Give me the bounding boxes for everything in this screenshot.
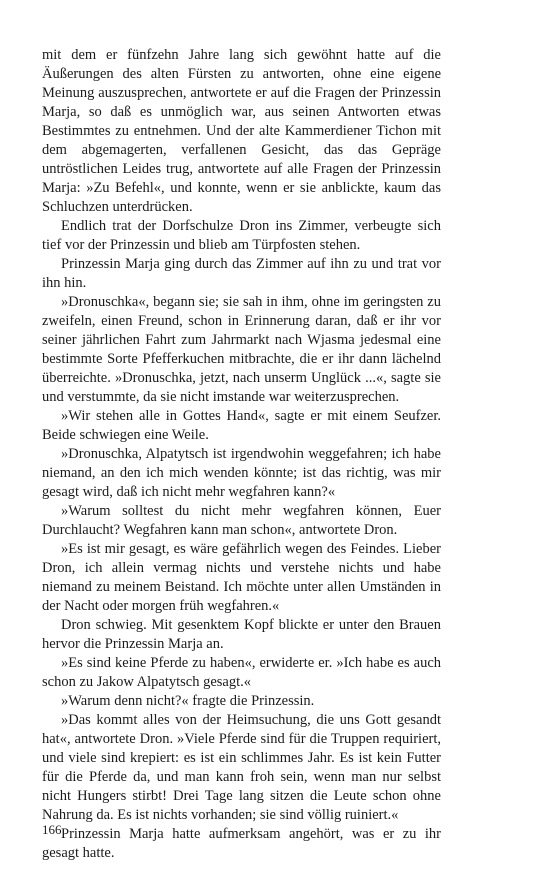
page-number: 166 (42, 822, 62, 837)
paragraph: »Es ist mir gesagt, es wäre gefährlich wegen des Feindes. Lieber Dron, ich allein vermag nichts und verstehe nichts und habe niemand zu meinem Beistand. Ich möchte unter allen Umständen in der Nacht oder morgen früh wegfahren.« (42, 541, 441, 614)
paragraph: »Warum denn nicht?« fragte die Prinzessin. (61, 693, 315, 709)
paragraph: Prinzessin Marja ging durch das Zimmer auf ihn zu und trat vor ihn hin. (42, 256, 441, 291)
paragraph: »Es sind keine Pferde zu haben«, erwiderte er. »Ich habe es auch schon zu Jakow Alpatytsch gesagt.« (42, 655, 441, 690)
paragraph: »Dronuschka, Alpatytsch ist irgendwohin weggefahren; ich habe niemand, an den ich mich wenden könnte; ist das richtig, was mir gesagt wird, daß ich nicht mehr wegfahren kann?« (42, 446, 441, 500)
paragraph: »Dronuschka«, begann sie; sie sah in ihm, ohne im geringsten zu zweifeln, einen Freund, schon in Erinnerung daran, daß er ihr vor seiner jährlichen Fahrt zum Jahrmarkt nach Wjasma jedesmal eine bestimmte Sorte Pfefferkuchen mitbrachte, die er ihr dann lächelnd überreichte. »Dronuschka, jetzt, nach unserm Unglück ...«, sagte sie und verstummte, da sie nicht imstande war weiterzusprechen. (42, 294, 441, 405)
paragraph: Dron schwieg. Mit gesenktem Kopf blickte er unter den Brauen hervor die Prinzessin Marja an. (42, 617, 441, 652)
paragraph: Prinzessin Marja hatte aufmerksam angehört, was er zu ihr gesagt hatte. (42, 826, 441, 861)
paragraph: »Wir stehen alle in Gottes Hand«, sagte er mit einem Seufzer. Beide schwiegen eine Weile. (42, 408, 441, 443)
book-page-text (42, 46, 441, 863)
paragraph: Endlich trat der Dorfschulze Dron ins Zimmer, verbeugte sich tief vor der Prinzessin und blieb am Türpfosten stehen. (42, 218, 441, 253)
paragraph: »Warum solltest du nicht mehr wegfahren können, Euer Durchlaucht? Wegfahren kann man schon«, antwortete Dron. (42, 503, 441, 538)
paragraph: »Das kommt alles von der Heimsuchung, die uns Gott gesandt hat«, antwortete Dron. »Viele Pferde sind für die Truppen requiriert, und viele sind krepiert: es ist ein schlimmes Jahr. Es ist kein Futter für die Pferde da, und man kann froh sein, wenn man nur selbst nicht Hungers stirbt! Drei Tage lang sitzen die Leute schon ohne Nahrung da. Es ist nichts vorhanden; sie sind völlig ruiniert.« (42, 712, 441, 823)
paragraph: mit dem er fünfzehn Jahre lang sich gewöhnt hatte auf die Äußerungen des alten Fürsten zu antworten, ohne eine eigene Meinung auszusprechen, antwortete er auf die Fragen der Prinzessin Marja, so daß es unmöglich war, aus seinen Antworten etwas Bestimmtes zu entnehmen. Und der alte Kammerdiener Tichon mit dem abgemagerten, verfallenen Gesicht, das das Gepräge untröstlichen Leides trug, antwortete auf alle Fragen der Prinzessin Marja: »Zu Befehl«, und konnte, wenn er sie anblickte, kaum das Schluchzen unterdrücken. (42, 47, 441, 215)
